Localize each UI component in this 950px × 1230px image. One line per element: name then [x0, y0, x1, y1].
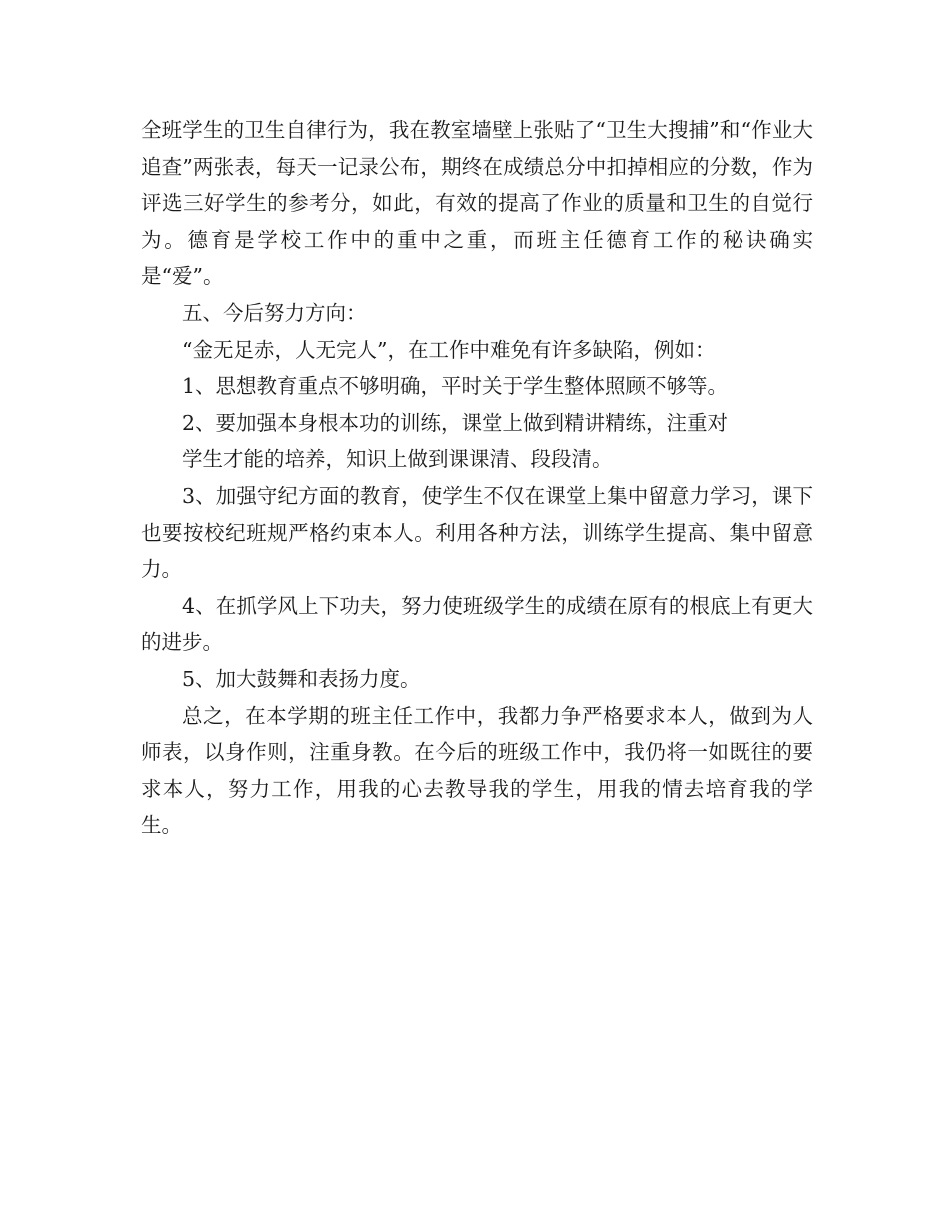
paragraph-hygiene-record: 全班学生的卫生自律行为，我在教室墙壁上张贴了“卫生大搜捕”和“作业大追查”两张表，每天一记录公布，期终在成绩总分中扣掉相应的分数，作为评选三好学生的参考分，如此，有效的提高了作业的质量和卫生的自觉行为。德育是学校工作中的重中之重，而班主任德育工作的秘诀确实是“爱”。 — [141, 118, 813, 289]
section-heading-future-direction: 五、今后努力方向： — [182, 300, 367, 325]
list-item-2: 2、要加强本身根本功的训练，课堂上做到精讲精练，注重对 — [182, 410, 729, 435]
paragraph-conclusion: 总之，在本学期的班主任工作中，我都力争严格要求本人，做到为人师表，以身作则，注重身教。在今后的班级工作中，我仍将一如既往的要求本人，努力工作，用我的心去教导我的学生，用我的情去培育我的学生。 — [141, 703, 813, 838]
document-body — [141, 112, 813, 844]
list-item-3: 3、加强守纪方面的教育，使学生不仅在课堂上集中留意力学习，课下也要按校纪班规严格约束本人。利用各种方法，训练学生提高、集中留意力。 — [141, 483, 813, 582]
paragraph-shortcomings-intro: “金无足赤，人无完人”，在工作中难免有许多缺陷，例如： — [182, 337, 716, 362]
list-item-5: 5、加大鼓舞和表扬力度。 — [182, 666, 421, 691]
list-item-2-continuation: 学生才能的培养，知识上做到课课清、段段清。 — [182, 447, 613, 472]
list-item-1: 1、思想教育重点不够明确，平时关于学生整体照顾不够等。 — [182, 374, 729, 399]
list-item-4: 4、在抓学风上下功夫，努力使班级学生的成绩在原有的根底上有更大的进步。 — [141, 593, 813, 655]
